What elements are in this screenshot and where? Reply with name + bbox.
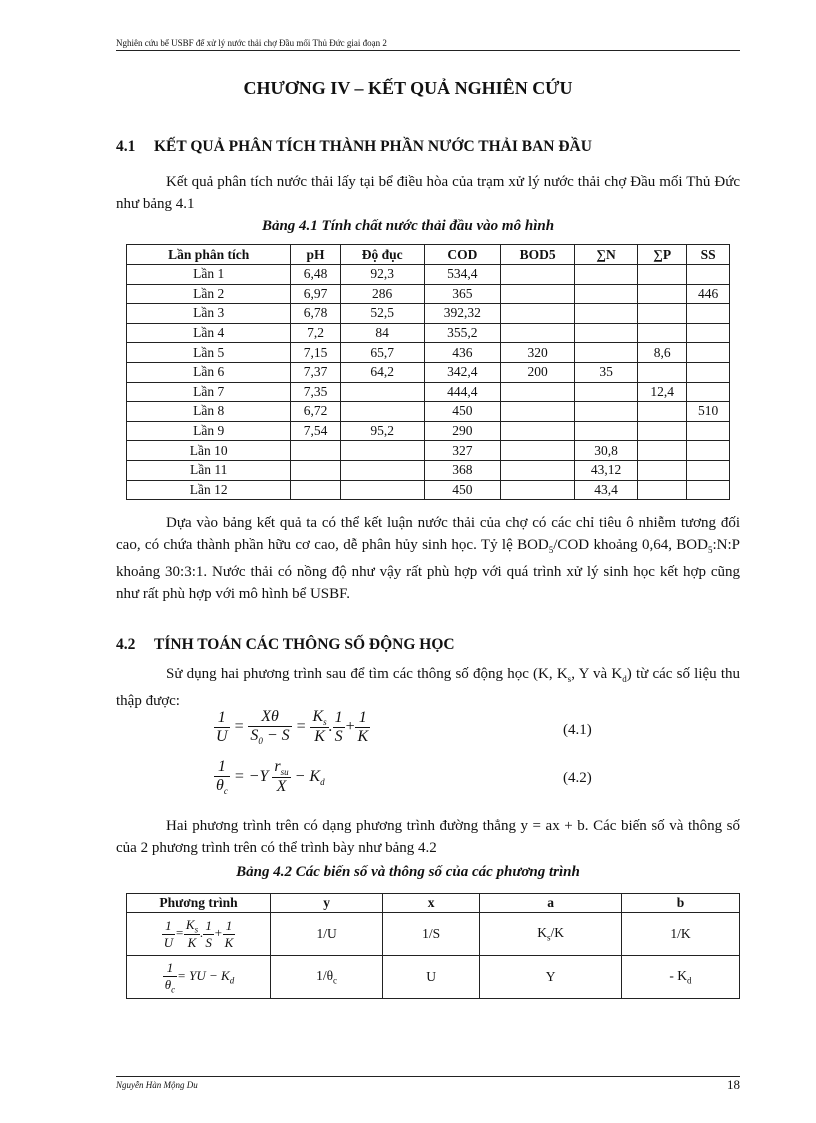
paragraph-analysis — [116, 512, 740, 605]
table-cell — [687, 323, 730, 343]
table-row — [127, 382, 730, 402]
table-cell: Lần 8 — [127, 402, 291, 422]
table-cell — [638, 421, 687, 441]
table-cell — [501, 284, 575, 304]
paragraph-methods-text: , Y và K — [571, 666, 623, 682]
table-cell: 64,2 — [340, 362, 424, 382]
subscript: d — [622, 674, 627, 684]
equation-number: (4.2) — [563, 770, 592, 786]
table-header-cell: SS — [687, 245, 730, 265]
table-cell — [501, 304, 575, 324]
table-cell — [271, 956, 383, 999]
table-cell: 35 — [575, 362, 638, 382]
table-cell: 1/U — [271, 913, 383, 956]
table-row — [127, 480, 730, 500]
section-number: 4.2 — [116, 636, 136, 653]
table-header-cell: Độ đục — [340, 245, 424, 265]
section-title: KẾT QUẢ PHÂN TÍCH THÀNH PHẦN NƯỚC THẢI BAN ĐẦU — [154, 138, 592, 155]
table-cell — [638, 480, 687, 500]
section-4-2-heading — [116, 636, 455, 654]
paragraph-analysis-text: :N:P khoảng 30:3:1. Nước thải có nồng độ như vậy rất phù hợp với quá trình xử lý sinh học kết hợp cũng như rất phù hợp với mô hình bể USBF. — [116, 537, 740, 602]
equation-cell: $\frac{1}{\theta_c}$ = YU − $K_d$ — [127, 956, 271, 999]
table-cell: 368 — [424, 460, 500, 480]
table-cell — [501, 441, 575, 461]
paragraph-analysis-text: /COD khoảng 0,64, BOD — [553, 537, 708, 553]
table-cell — [621, 956, 739, 999]
table-cell: 7,37 — [291, 362, 340, 382]
table-cell — [501, 323, 575, 343]
table-cell: Lần 7 — [127, 382, 291, 402]
table-cell: 365 — [424, 284, 500, 304]
table-cell — [575, 382, 638, 402]
table-row — [127, 304, 730, 324]
table-header-cell: a — [480, 894, 622, 913]
table-cell: 355,2 — [424, 323, 500, 343]
table-4-2-caption: Bảng 4.2 Các biến số và thông số của các phương trình — [236, 864, 580, 880]
table-cell: 6,78 — [291, 304, 340, 324]
table-cell: 7,54 — [291, 421, 340, 441]
chapter-title: CHƯƠNG IV – KẾT QUẢ NGHIÊN CỨU — [243, 78, 573, 98]
table-cell — [638, 304, 687, 324]
cell-text: /K — [550, 925, 564, 941]
page-footer — [116, 1076, 740, 1090]
table-cell — [687, 265, 730, 285]
table-cell: 65,7 — [340, 343, 424, 363]
page-number: 18 — [727, 1077, 740, 1092]
table-cell: 84 — [340, 323, 424, 343]
table-cell: 30,8 — [575, 441, 638, 461]
table-cell: 12,4 — [638, 382, 687, 402]
equation-4-2: $\frac{1}{\theta_c}$ = −Y $\frac{r_{su}}{X}$ − $K_d$ — [216, 758, 325, 797]
table-cell — [687, 343, 730, 363]
table-cell — [638, 460, 687, 480]
table-cell: Lần 6 — [127, 362, 291, 382]
subscript: 5 — [707, 545, 713, 555]
table-row — [127, 402, 730, 422]
table-header-row — [127, 894, 740, 913]
table-cell — [340, 402, 424, 422]
table-header-cell: x — [383, 894, 480, 913]
equation-4-1: $\frac{1}{U}$ = $\frac{X\theta}{S_0 - S}$ = $\frac{K_s}{K}$ . $\frac{1}{S}$ + $\frac{1}{K}$ — [216, 708, 369, 747]
table-cell: 510 — [687, 402, 730, 422]
table-cell: 436 — [424, 343, 500, 363]
paragraph-methods — [116, 663, 740, 712]
paragraph-intro: Kết quả phân tích nước thải lấy tại bể điều hòa của trạm xử lý nước thải chợ Đầu mối Thủ Đức như bảng 4.1 — [116, 174, 740, 212]
table-cell — [340, 480, 424, 500]
table-cell: 92,3 — [340, 265, 424, 285]
table-cell — [638, 284, 687, 304]
table-cell: 1/S — [383, 913, 480, 956]
table-cell — [575, 323, 638, 343]
paragraph-analysis-text: Dựa vào bảng kết quả ta có thể kết luận nước thải của chợ có các chỉ tiêu ô nhiễm tương đối cao, có chứa thành phần hữu cơ cao, dễ phân hủy sinh học. Tỷ lệ BOD — [116, 515, 740, 553]
table-cell — [687, 441, 730, 461]
table-cell: Lần 2 — [127, 284, 291, 304]
table-cell — [340, 441, 424, 461]
table-cell — [501, 265, 575, 285]
table-cell: Y — [480, 956, 622, 999]
table-cell — [291, 441, 340, 461]
table-header-cell: COD — [424, 245, 500, 265]
table-cell — [501, 421, 575, 441]
table-cell: 7,35 — [291, 382, 340, 402]
table-cell: 7,15 — [291, 343, 340, 363]
page-header: Nghiên cứu bể USBF để xử lý nước thải chợ Đầu mối Thủ Đức giai đoạn 2 — [116, 38, 740, 51]
subscript: s — [567, 674, 572, 684]
table-cell: 7,2 — [291, 323, 340, 343]
table-cell — [480, 913, 622, 956]
table-header-cell: BOD5 — [501, 245, 575, 265]
table-cell — [575, 421, 638, 441]
table-cell: 1/K — [621, 913, 739, 956]
cell-text: 1/θ — [316, 968, 334, 984]
table-cell: 342,4 — [424, 362, 500, 382]
table-cell: Lần 4 — [127, 323, 291, 343]
table-cell — [291, 460, 340, 480]
table-cell — [687, 362, 730, 382]
subscript: c — [333, 975, 338, 986]
table-cell — [501, 402, 575, 422]
table-cell: 320 — [501, 343, 575, 363]
table-cell: 450 — [424, 402, 500, 422]
equation-number: (4.1) — [563, 722, 592, 738]
table-cell: 444,4 — [424, 382, 500, 402]
table-cell: 43,4 — [575, 480, 638, 500]
table-row — [127, 265, 730, 285]
table-row — [127, 913, 740, 956]
table-cell — [575, 265, 638, 285]
table-cell — [575, 402, 638, 422]
table-cell — [687, 460, 730, 480]
subscript: d — [687, 975, 692, 986]
table-row — [127, 441, 730, 461]
table-cell — [575, 284, 638, 304]
table-cell: 6,97 — [291, 284, 340, 304]
table-cell — [687, 382, 730, 402]
equation-cell: $\frac{1}{U}$ = $\frac{K_s}{K}$ . $\frac{1}{S}$ + $\frac{1}{K}$ — [127, 913, 271, 956]
subscript: s — [546, 932, 551, 943]
table-cell: 6,72 — [291, 402, 340, 422]
section-number: 4.1 — [116, 138, 136, 155]
table-header-row — [127, 245, 730, 265]
table-header-cell: pH — [291, 245, 340, 265]
section-title: TÍNH TOÁN CÁC THÔNG SỐ ĐỘNG HỌC — [154, 636, 455, 653]
table-cell — [687, 480, 730, 500]
table-4-2 — [126, 893, 740, 999]
table-cell: Lần 5 — [127, 343, 291, 363]
table-cell: 286 — [340, 284, 424, 304]
table-cell: 327 — [424, 441, 500, 461]
table-cell: 8,6 — [638, 343, 687, 363]
table-cell — [638, 441, 687, 461]
table-cell — [501, 460, 575, 480]
table-header-cell: Phương trình — [127, 894, 271, 913]
table-cell — [291, 480, 340, 500]
section-4-1-heading — [116, 138, 592, 156]
footer-author: Nguyễn Hàn Mộng Du — [116, 1080, 198, 1090]
table-cell: 446 — [687, 284, 730, 304]
table-4-1-caption: Bảng 4.1 Tính chất nước thải đầu vào mô hình — [261, 218, 555, 234]
table-cell — [575, 343, 638, 363]
table-header-cell: ∑P — [638, 245, 687, 265]
table-row — [127, 343, 730, 363]
table-cell: U — [383, 956, 480, 999]
table-cell — [638, 362, 687, 382]
cell-text: K — [537, 925, 547, 941]
table-header-cell: ∑N — [575, 245, 638, 265]
table-cell: 534,4 — [424, 265, 500, 285]
table-row — [127, 323, 730, 343]
table-cell: Lần 10 — [127, 441, 291, 461]
table-cell: 52,5 — [340, 304, 424, 324]
table-4-1 — [126, 244, 730, 500]
table-cell: 392,32 — [424, 304, 500, 324]
table-cell — [687, 304, 730, 324]
paragraph-methods-text: ) từ các số liệu thu thập được: — [116, 666, 741, 709]
table-cell: Lần 12 — [127, 480, 291, 500]
table-cell: Lần 1 — [127, 265, 291, 285]
table-row — [127, 460, 730, 480]
paragraph-linear-form: Hai phương trình trên có dạng phương trình đường thẳng y = ax + b. Các biến số và thông số của 2 phương trình trên có thể trình bày như bảng 4.2 — [116, 818, 740, 856]
table-cell: 6,48 — [291, 265, 340, 285]
subscript: 5 — [548, 545, 554, 555]
table-cell: 290 — [424, 421, 500, 441]
table-cell: Lần 11 — [127, 460, 291, 480]
table-header-cell: Lần phân tích — [127, 245, 291, 265]
table-cell: 450 — [424, 480, 500, 500]
table-header-cell: b — [621, 894, 739, 913]
table-cell — [501, 382, 575, 402]
table-cell — [638, 323, 687, 343]
table-cell — [638, 402, 687, 422]
table-cell: 43,12 — [575, 460, 638, 480]
table-cell: 95,2 — [340, 421, 424, 441]
table-cell: 200 — [501, 362, 575, 382]
table-row — [127, 956, 740, 999]
table-cell — [687, 421, 730, 441]
table-row — [127, 362, 730, 382]
table-cell — [340, 460, 424, 480]
table-cell — [638, 265, 687, 285]
cell-text: - K — [669, 968, 688, 984]
table-cell — [575, 304, 638, 324]
table-cell — [501, 480, 575, 500]
paragraph-methods-text: Sử dụng hai phương trình sau để tìm các thông số động học (K, K — [166, 666, 568, 682]
table-cell — [340, 382, 424, 402]
table-cell: Lần 3 — [127, 304, 291, 324]
table-row — [127, 421, 730, 441]
table-header-cell: y — [271, 894, 383, 913]
table-cell: Lần 9 — [127, 421, 291, 441]
table-row — [127, 284, 730, 304]
